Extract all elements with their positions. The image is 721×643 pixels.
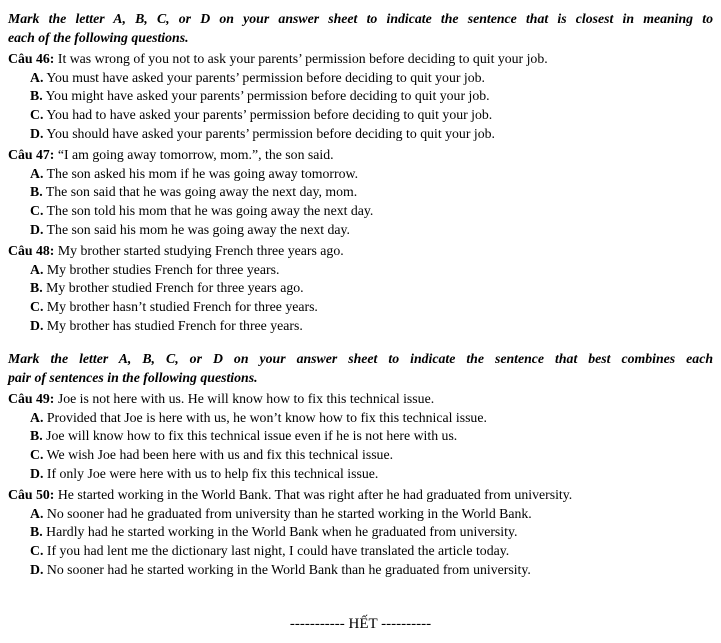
option-text: My brother hasn’t studied French for three years. <box>46 298 318 314</box>
option-letter: C. <box>30 298 44 314</box>
section-combine-sentences <box>8 350 713 579</box>
option-letter: B. <box>30 280 43 296</box>
question-stem-line <box>8 242 713 261</box>
question-stem-line <box>8 146 713 165</box>
option-letter: D. <box>30 125 44 141</box>
option-c <box>8 446 713 465</box>
option-letter: A. <box>30 165 44 181</box>
option-c <box>8 298 713 317</box>
option-text: You might have asked your parents’ permission before deciding to quit your job. <box>45 88 490 104</box>
option-d <box>8 465 713 484</box>
option-text: We wish Joe had been here with us and fix this technical issue. <box>46 447 394 463</box>
option-letter: B. <box>30 88 43 104</box>
instruction-line: Mark the letter A, B, C, or D on your answer sheet to indicate the sentence that is closest in meaning to <box>8 11 713 26</box>
option-letter: A. <box>30 69 44 85</box>
question-46 <box>8 50 713 143</box>
option-letter: C. <box>30 543 44 559</box>
question-label: Câu 48: <box>8 243 55 259</box>
section-instruction <box>8 350 713 387</box>
option-letter: D. <box>30 317 44 333</box>
option-d <box>8 125 713 144</box>
question-stem: It was wrong of you not to ask your parents’ permission before deciding to quit your job. <box>57 51 548 67</box>
instruction-line: Mark the letter A, B, C, or D on your answer sheet to indicate the sentence that best combines each <box>8 351 713 367</box>
option-c <box>8 542 713 561</box>
option-text: If only Joe were here with us to help fix this technical issue. <box>46 465 379 481</box>
question-47 <box>8 146 713 239</box>
question-stem-line <box>8 50 713 69</box>
option-text: Provided that Joe is here with us, he won’t know how to fix this technical issue. <box>46 409 487 425</box>
option-text: You should have asked your parents’ permission before deciding to quit your job. <box>46 125 495 141</box>
option-a <box>8 69 713 88</box>
question-label: Câu 49: <box>8 391 55 407</box>
option-text: The son said his mom he was going away the next day. <box>46 221 350 237</box>
question-stem: He started working in the World Bank. That was right after he had graduated from university. <box>57 487 573 503</box>
option-a <box>8 505 713 524</box>
section-instruction <box>8 10 713 47</box>
option-text: The son told his mom that he was going away the next day. <box>46 202 374 218</box>
section-closest-meaning <box>8 10 713 335</box>
question-stem: My brother started studying French three years ago. <box>57 243 344 259</box>
option-text: No sooner had he started working in the World Bank than he graduated from university. <box>46 561 531 577</box>
option-letter: C. <box>30 106 44 122</box>
question-stem: “I am going away tomorrow, mom.”, the son said. <box>57 147 334 163</box>
option-b <box>8 523 713 542</box>
option-a <box>8 409 713 428</box>
option-text: Hardly had he started working in the World Bank when he graduated from university. <box>46 524 518 540</box>
option-d <box>8 221 713 240</box>
option-letter: D. <box>30 221 44 237</box>
option-letter: D. <box>30 465 44 481</box>
question-label: Câu 50: <box>8 487 55 503</box>
option-letter: A. <box>30 409 44 425</box>
option-b <box>8 183 713 202</box>
option-letter: A. <box>30 261 44 277</box>
option-a <box>8 165 713 184</box>
option-letter: A. <box>30 505 44 521</box>
option-text: The son said that he was going away the next day, mom. <box>45 184 358 200</box>
question-49 <box>8 390 713 483</box>
question-label: Câu 46: <box>8 51 55 67</box>
option-text: You must have asked your parents’ permission before deciding to quit your job. <box>46 69 485 85</box>
option-text: My brother studies French for three years. <box>46 261 280 277</box>
option-text: No sooner had he graduated from university than he started working in the World Bank. <box>46 505 532 521</box>
question-stem: Joe is not here with us. He will know how to fix this technical issue. <box>57 391 435 407</box>
option-c <box>8 106 713 125</box>
question-50 <box>8 486 713 579</box>
option-text: Joe will know how to fix this technical issue even if he is not here with us. <box>46 428 458 444</box>
option-a <box>8 261 713 280</box>
option-letter: B. <box>30 428 43 444</box>
instruction-line: each of the following questions. <box>8 29 189 45</box>
option-text: The son asked his mom if he was going away tomorrow. <box>46 165 359 181</box>
question-label: Câu 47: <box>8 147 55 163</box>
question-48 <box>8 242 713 335</box>
option-b <box>8 87 713 106</box>
question-stem-line <box>8 486 713 505</box>
option-letter: B. <box>30 524 43 540</box>
question-stem-line <box>8 390 713 409</box>
option-c <box>8 202 713 221</box>
option-text: My brother has studied French for three years. <box>46 317 303 333</box>
option-b <box>8 427 713 446</box>
option-text: My brother studied French for three years ago. <box>46 280 304 296</box>
option-letter: C. <box>30 202 44 218</box>
option-text: If you had lent me the dictionary last night, I could have translated the article today. <box>46 543 510 559</box>
end-marker: ----------- HẾT ---------- <box>289 616 432 633</box>
option-letter: C. <box>30 447 44 463</box>
option-text: You had to have asked your parents’ permission before deciding to quit your job. <box>46 106 493 122</box>
option-b <box>8 279 713 298</box>
instruction-line: pair of sentences in the following questions. <box>8 369 258 385</box>
option-d <box>8 317 713 336</box>
option-letter: B. <box>30 184 43 200</box>
option-letter: D. <box>30 561 44 577</box>
option-d <box>8 561 713 580</box>
